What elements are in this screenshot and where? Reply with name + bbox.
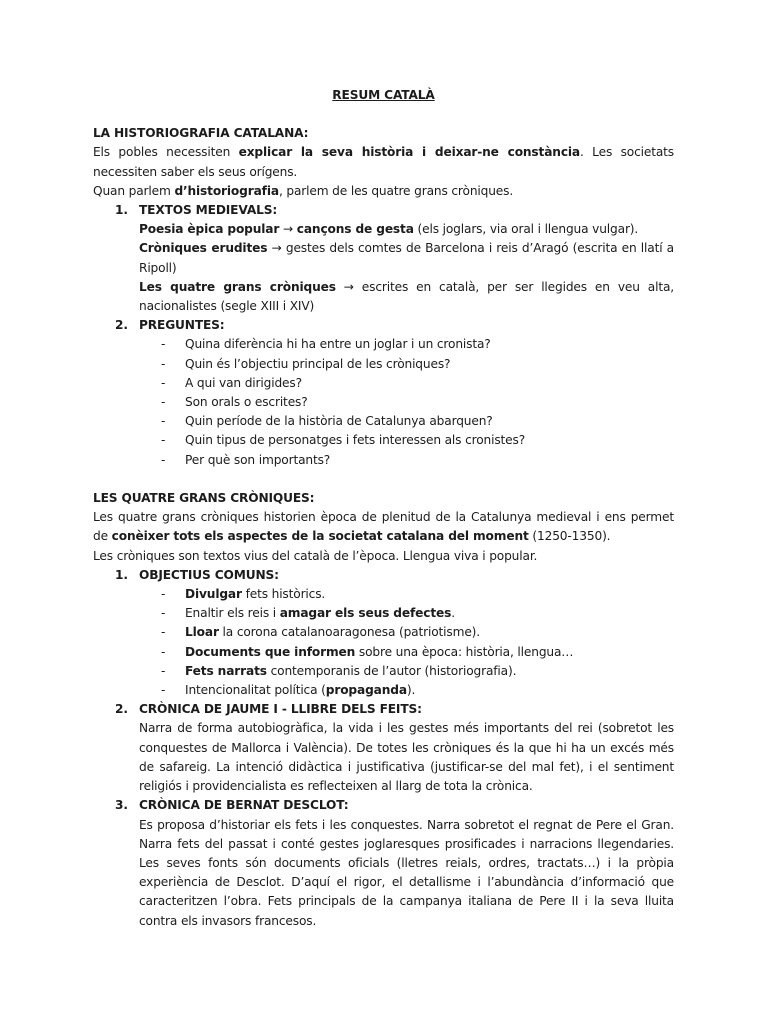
list-number: 3. — [115, 798, 128, 813]
dash-bullet: - — [161, 587, 166, 602]
text-run: contemporanis de l’autor (historiografia). — [266, 663, 517, 678]
list-item — [139, 585, 674, 604]
text-run: Els pobles necessiten — [93, 145, 239, 160]
numbered-list-section2 — [93, 566, 674, 931]
bold-text: Lloar — [185, 625, 219, 640]
text-run: (els joglars, via oral i llengua vulgar). — [413, 222, 639, 237]
list-number: 2. — [115, 318, 128, 333]
arrow-text: → — [279, 222, 297, 237]
list-item — [139, 431, 674, 450]
list-item — [139, 643, 674, 662]
bold-text: conèixer tots els aspectes de la societat catalana del moment — [111, 529, 529, 544]
paragraph-poesia-epica — [139, 220, 674, 239]
dash-bullet: - — [161, 395, 166, 410]
list-item — [139, 335, 674, 354]
item-title: PREGUNTES: — [139, 318, 225, 333]
text-run: Les quatre grans cròniques historien època de plenitud de la Catalunya medieval i ens permet de — [93, 510, 674, 544]
paragraph-jaume: Narra de forma autobiogràfica, la vida i les gestes més importants del rei (sobretot les conquestes de Mallorca i València). De totes les cròniques és la que hi ha un excés més de safareig. La intenció didàctica i justificativa (justificar-se del mal fet), i el sentiment religiós i providencialista es reflecteixen al llarg de tota la crònica. — [139, 721, 674, 794]
list-number: 2. — [115, 702, 128, 717]
dash-bullet: - — [161, 683, 166, 698]
list-item-cronica-desclot — [93, 796, 674, 930]
dash-bullet: - — [161, 606, 166, 621]
list-item — [139, 393, 674, 412]
text-run: . — [451, 606, 455, 621]
bold-text: cançons de gesta — [296, 222, 414, 237]
text-run: sobre una època: història, llengua… — [355, 644, 574, 659]
bold-text: explicar la seva història i deixar-ne constància — [238, 145, 580, 160]
text-run: , parlem de les quatre grans cròniques. — [278, 183, 514, 198]
bold-text: Fets narrats — [185, 663, 267, 678]
list-item-textos-medievals — [93, 201, 674, 316]
item-title: TEXTOS MEDIEVALS: — [139, 203, 278, 218]
question-text: A qui van dirigides? — [185, 375, 302, 390]
paragraph-historiografia — [93, 182, 674, 201]
list-item-cronica-jaume — [93, 700, 674, 796]
text-run: Intencionalitat política ( — [185, 683, 326, 698]
bold-text: Documents que informen — [185, 644, 356, 659]
list-item-preguntes — [93, 316, 674, 470]
bold-text: propaganda — [325, 683, 407, 698]
list-item — [139, 374, 674, 393]
text-run: (1250-1350). — [528, 529, 611, 544]
questions-list — [139, 335, 674, 469]
text-run: ). — [406, 683, 416, 698]
text-run: fets històrics. — [241, 587, 326, 602]
bold-text: d’historiografia — [174, 183, 279, 198]
paragraph-pobles — [93, 143, 674, 181]
bold-text: amagar els seus defectes — [279, 606, 452, 621]
list-item — [139, 355, 674, 374]
question-text: Quin és l’objectiu principal de les cròniques? — [185, 356, 451, 371]
paragraph-croniques-erudites — [139, 239, 674, 277]
dash-bullet: - — [161, 433, 166, 448]
dash-bullet: - — [161, 625, 166, 640]
list-item — [139, 604, 674, 623]
dash-bullet: - — [161, 644, 166, 659]
paragraph-quatre-croniques — [93, 508, 674, 546]
list-item — [139, 451, 674, 470]
list-item-objectius — [93, 566, 674, 700]
text-run: la corona catalanoaragonesa (patriotisme). — [218, 625, 480, 640]
text-run: → escrites en català, per ser llegides en veu alta, nacionalistes (segle XIII i XIV) — [139, 279, 674, 314]
paragraph-quatre-grans — [139, 278, 674, 316]
section-heading-quatre-croniques: LES QUATRE GRANS CRÒNIQUES: — [93, 491, 315, 506]
document-page — [93, 86, 674, 931]
dash-bullet: - — [161, 663, 166, 678]
list-item — [139, 681, 674, 700]
list-item — [139, 623, 674, 642]
bold-text: Cròniques erudites — [139, 241, 268, 256]
dash-bullet: - — [161, 452, 166, 467]
question-text: Quin tipus de personatges i fets interessen als cronistes? — [185, 433, 526, 448]
paragraph-textos-vius: Les cròniques son textos vius del català de l’època. Llengua viva i popular. — [93, 548, 538, 563]
list-number: 1. — [115, 203, 128, 218]
question-text: Per què son importants? — [185, 452, 331, 467]
list-item — [139, 412, 674, 431]
question-text: Quina diferència hi ha entre un joglar i un cronista? — [185, 337, 491, 352]
question-text: Quin període de la història de Catalunya abarquen? — [185, 414, 493, 429]
bold-text: Les quatre grans cròniques — [139, 279, 336, 294]
item-title: CRÒNICA DE JAUME I - LLIBRE DELS FEITS: — [139, 702, 422, 717]
numbered-list-section1 — [93, 201, 674, 470]
bold-text: Poesia èpica popular — [139, 222, 280, 237]
dash-bullet: - — [161, 356, 166, 371]
text-run: → gestes dels comtes de Barcelona i reis d’Aragó (escrita en llatí a Ripoll) — [139, 241, 674, 275]
text-run: Enaltir els reis i — [185, 606, 280, 621]
item-title: CRÒNICA DE BERNAT DESCLOT: — [139, 798, 349, 813]
text-run: . Les societats necessiten saber els seus orígens. — [93, 145, 675, 179]
text-run: Quan parlem — [93, 183, 175, 198]
dash-bullet: - — [161, 337, 166, 352]
section-heading-historiografia: LA HISTORIOGRAFIA CATALANA: — [93, 126, 309, 141]
spacer — [93, 470, 674, 489]
question-text: Son orals o escrites? — [185, 395, 308, 410]
paragraph-desclot: Es proposa d’historiar els fets i les conquestes. Narra sobretot el regnat de Pere el Gran. Narra fets del passat i conté gestes joglaresques prosificades i narracions llegendaries. Les seves fonts són documents oficials (lletres reials, ordres, tractats…) i la pròpia experiència de Desclot. D’aquí el rigor, el detallisme i l’abundància d’informació que caracteritzen l’obra. Fets principals de la campanya italiana de Pere II i la seva lluita contra els invasors francesos. — [139, 817, 674, 928]
dash-bullet: - — [161, 375, 166, 390]
list-item — [139, 662, 674, 681]
objectives-list — [139, 585, 674, 700]
item-title: OBJECTIUS COMUNS: — [139, 567, 279, 582]
list-number: 1. — [115, 567, 128, 582]
dash-bullet: - — [161, 414, 166, 429]
document-title: RESUM CATALÀ — [332, 88, 435, 102]
bold-text: Divulgar — [185, 587, 242, 602]
